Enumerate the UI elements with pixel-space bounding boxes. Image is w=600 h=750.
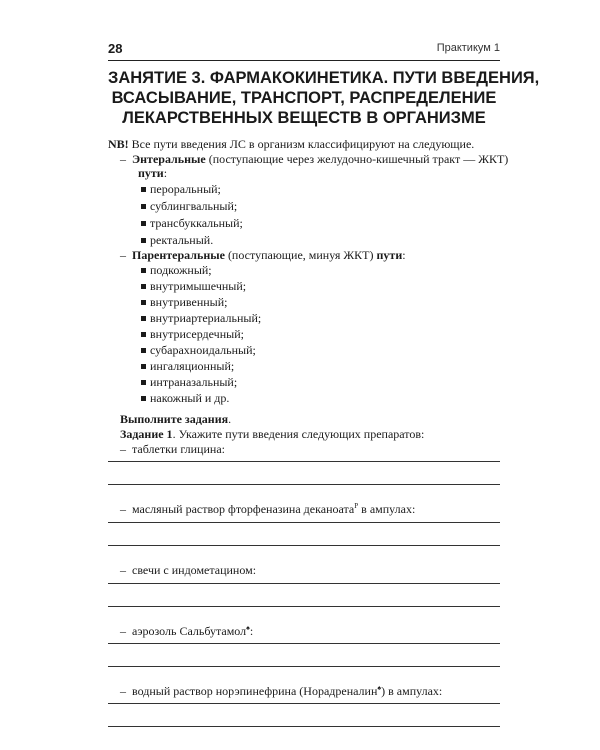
task-1-label: Задание 1 [120,427,173,441]
list-item-text: сублингвальный; [150,199,238,213]
parenteral-desc: (поступающие, минуя ЖКТ) [224,248,377,262]
dash: – [120,684,126,698]
bullet-square-icon [141,364,146,369]
answer-line[interactable] [108,484,500,485]
bullet-square-icon [141,396,146,401]
task-item-indomethacin [120,563,256,578]
intro-paragraph [108,137,474,152]
list-item-text: субарахноидальный; [150,343,256,357]
list-item-text: внутрисердечный; [150,327,244,341]
colon: : [163,166,168,180]
list-item [141,295,227,310]
colon: : [402,248,406,262]
parenteral-heading [120,248,406,263]
list-item-text: интраназальный; [150,375,238,389]
task-item-text: водный раствор норэпинефрина (Норадреналин [132,684,378,698]
task-item-text: таблетки глицина: [132,442,225,456]
nb-label: NB! [108,137,129,151]
dash: – [120,248,126,262]
list-item [141,263,212,278]
enteral-ways [138,166,167,181]
bullet-square-icon [141,300,146,305]
list-item-text: внутримышечный; [150,279,247,293]
task-1-statement [120,427,424,442]
dash: – [120,563,126,577]
ways-label: пути [138,166,164,180]
dash: – [120,152,126,166]
task-item-norepinephrine [120,684,442,699]
task-item-text-rest: : [249,624,254,638]
list-item-text: ректальный. [150,233,214,247]
list-item-text: ингаляционный; [150,359,235,373]
list-item [141,279,246,294]
answer-line[interactable] [108,703,500,704]
answer-line[interactable] [108,606,500,607]
dash: – [120,442,126,456]
list-item [141,327,244,342]
enteral-term: Энтеральные [132,152,206,166]
task-item-text: масляный раствор фторфеназина деканоата [132,502,355,516]
dash: – [120,624,126,638]
list-item [141,375,237,390]
bullet-square-icon [141,284,146,289]
answer-line[interactable] [108,545,500,546]
list-item [141,311,261,326]
task-item-text-rest: в ампулах: [358,502,416,516]
registered-mark: Р [354,502,359,510]
bullet-square-icon [141,238,146,243]
task-item-text-rest: ) в ампулах: [381,684,443,698]
list-item [141,359,234,374]
list-item-text: трансбуккальный; [150,216,243,230]
list-item [141,343,256,358]
enteral-heading [120,152,508,167]
list-item-text: накожный и др. [150,391,230,405]
task-item-text: свечи с индометацином: [132,563,257,577]
running-header [108,38,500,61]
title-line-3: ЛЕКАРСТВЕННЫХ ВЕЩЕСТВ В ОРГАНИЗМЕ [122,109,486,127]
task-item-glycine [120,442,225,457]
answer-line[interactable] [108,643,500,644]
bullet-square-icon [141,221,146,226]
bullet-square-icon [141,332,146,337]
trademark-icon: ♠ [377,684,382,692]
intro-text: Все пути введения ЛС в организм классифицируют на следующие. [128,137,475,151]
answer-line[interactable] [108,726,500,727]
ways-label: пути [376,248,403,262]
bullet-square-icon [141,268,146,273]
bullet-square-icon [141,348,146,353]
page-number: 28 [108,41,123,56]
title-line-2: ВСАСЫВАНИЕ, ТРАНСПОРТ, РАСПРЕДЕЛЕНИЕ [111,89,497,107]
list-item [141,233,213,248]
bullet-square-icon [141,380,146,385]
answer-line[interactable] [108,522,500,523]
dash: – [120,502,126,516]
parenteral-term: Парентеральные [132,248,225,262]
task-item-salbutamol [120,624,253,639]
answer-line[interactable] [108,583,500,584]
answer-line[interactable] [108,666,500,667]
title-line-1: ЗАНЯТИЕ 3. ФАРМАКОКИНЕТИКА. ПУТИ ВВЕДЕНИЯ, [108,69,540,87]
list-item-text: внутриартериальный; [150,311,262,325]
task-item-fluphenazine [120,502,415,517]
list-item [141,216,243,231]
tasks-heading-text: Выполните задания [120,412,229,426]
lesson-title [108,68,540,128]
bullet-square-icon [141,316,146,321]
tasks-heading [120,412,231,427]
answer-line[interactable] [108,461,500,462]
list-item-text: пероральный; [150,182,221,196]
list-item [141,199,237,214]
trademark-icon: ♠ [246,624,250,632]
bullet-square-icon [141,204,146,209]
task-1-text: . Укажите пути введения следующих препаратов: [172,427,425,441]
list-item [141,391,229,406]
list-item [141,182,221,197]
running-title: Практикум 1 [436,42,500,54]
enteral-desc: (поступающие через желудочно-кишечный тракт — ЖКТ) [205,152,509,166]
bullet-square-icon [141,187,146,192]
list-item-text: внутривенный; [150,295,228,309]
list-item-text: подкожный; [150,263,212,277]
heading-dot: . [228,412,232,426]
task-item-text: аэрозоль Сальбутамол [132,624,247,638]
